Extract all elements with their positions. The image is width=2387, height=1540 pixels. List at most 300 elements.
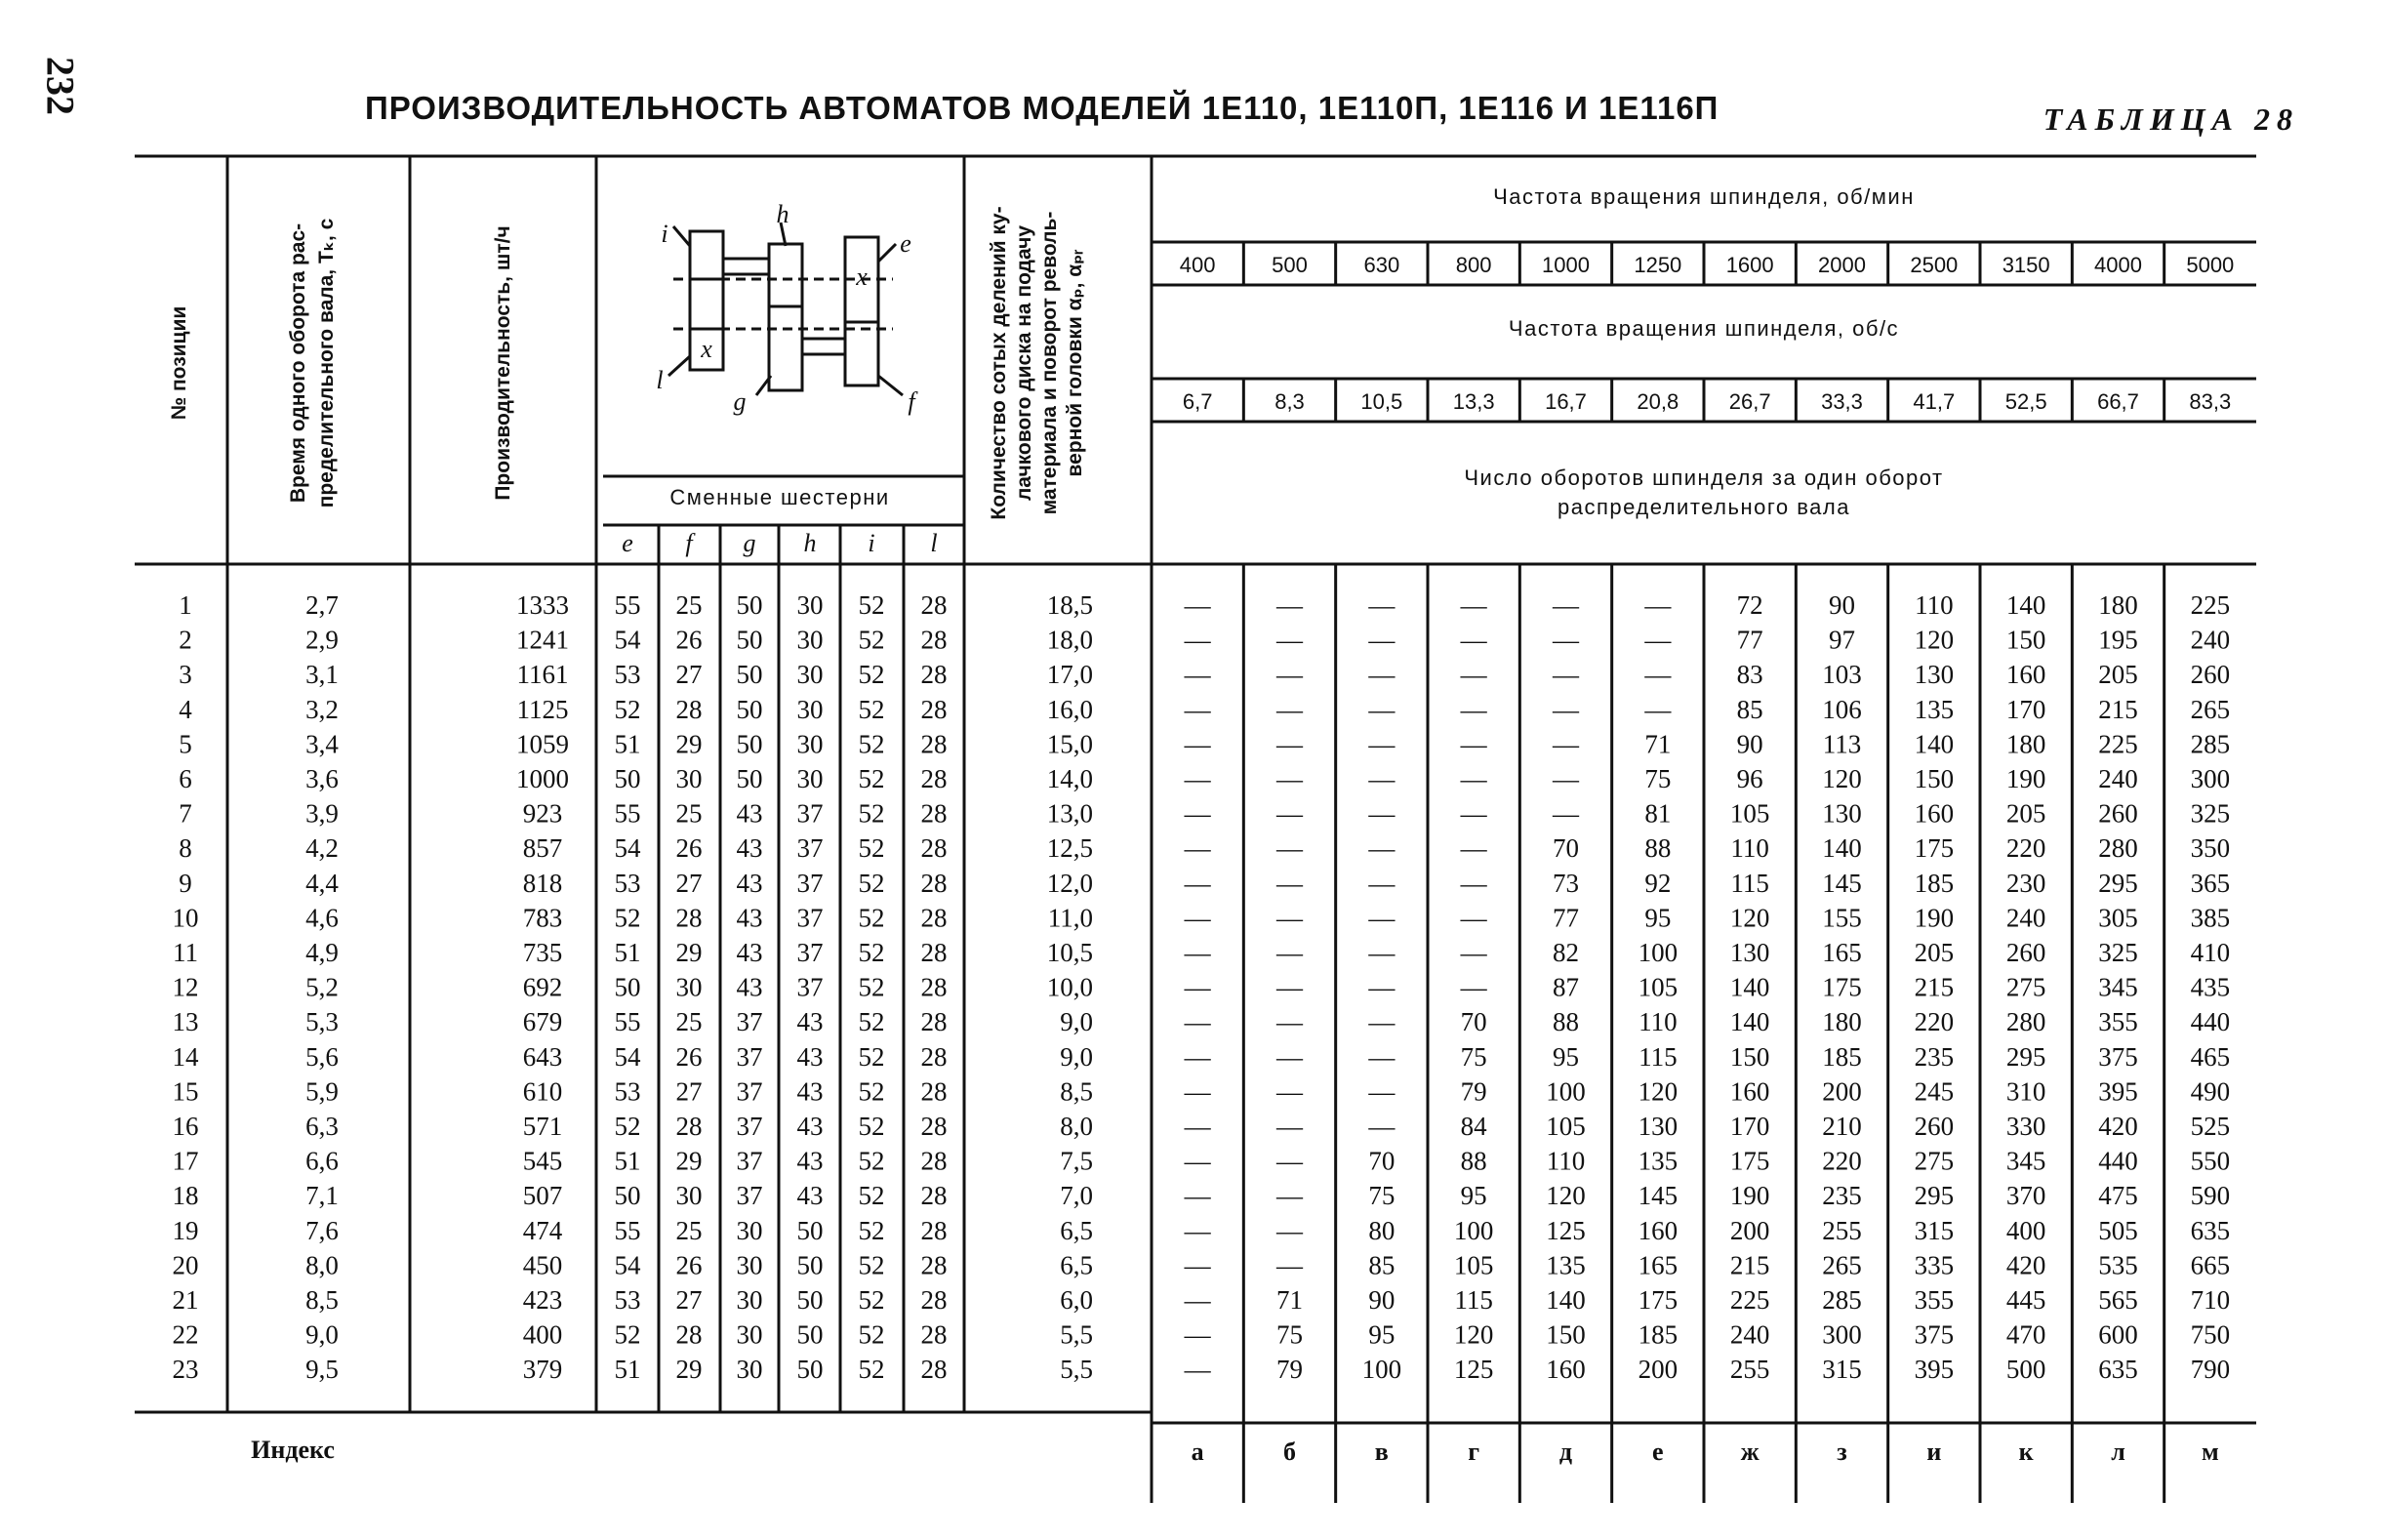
diagram-label-4: l xyxy=(656,366,664,394)
spindle-revs: 97 xyxy=(1829,625,1855,655)
spindle-revs: 150 xyxy=(1729,1041,1770,1072)
gear-l: 28 xyxy=(920,694,948,724)
header-gear-e: e xyxy=(622,529,633,557)
gear-f: 25 xyxy=(675,1215,703,1245)
spindle-revs: — xyxy=(1460,903,1487,933)
gear-e: 55 xyxy=(614,1007,641,1037)
cam-divisions: 14,0 xyxy=(1046,764,1093,793)
spindle-revs: 635 xyxy=(2190,1215,2231,1245)
gear-pair-middle xyxy=(769,244,802,390)
diagram-label-6: f xyxy=(908,387,915,416)
spindle-revs: 95 xyxy=(1644,903,1672,933)
diagram-label-3: e xyxy=(900,229,911,258)
cycle-time: 9,5 xyxy=(305,1355,339,1385)
spindle-revs: 79 xyxy=(1460,1076,1487,1107)
spindle-revs: 120 xyxy=(1822,764,1862,793)
spindle-revs: — xyxy=(1368,1112,1396,1141)
spindle-revs: — xyxy=(1460,764,1487,793)
spindle-revs: 81 xyxy=(1644,798,1672,829)
spindle-revs: — xyxy=(1184,625,1211,655)
spindle-revs: 525 xyxy=(2190,1112,2231,1141)
spindle-revs: 77 xyxy=(1736,625,1763,655)
gear-e: 54 xyxy=(614,625,641,655)
spindle-revs: 280 xyxy=(2005,1007,2046,1037)
spindle-revs: — xyxy=(1368,590,1396,620)
spindle-revs: 325 xyxy=(2190,798,2231,829)
spindle-revs: 140 xyxy=(1729,972,1770,1002)
gear-g: 30 xyxy=(736,1215,763,1245)
spindle-revs: 96 xyxy=(1736,764,1763,793)
cycle-time: 4,6 xyxy=(305,903,339,933)
spindle-revs: 420 xyxy=(2098,1112,2138,1141)
spindle-revs: 150 xyxy=(1914,764,1955,793)
gear-h: 50 xyxy=(796,1355,824,1385)
spindle-revs: 165 xyxy=(1638,1250,1679,1280)
spindle-revs: 335 xyxy=(1914,1250,1955,1280)
index-value: ж xyxy=(1740,1438,1760,1466)
gear-i: 52 xyxy=(858,1181,885,1211)
spindle-revs: 75 xyxy=(1460,1041,1487,1072)
table-row xyxy=(173,938,2230,967)
gear-l: 28 xyxy=(920,590,948,620)
gear-f: 28 xyxy=(675,694,703,724)
table-row xyxy=(179,626,2230,655)
gear-g: 43 xyxy=(736,972,763,1002)
gear-l: 28 xyxy=(920,1319,948,1350)
spindle-revs: — xyxy=(1368,798,1396,829)
spindle-revs: 115 xyxy=(1639,1041,1678,1072)
spindle-revs: 475 xyxy=(2098,1181,2138,1211)
index-value: в xyxy=(1374,1438,1389,1466)
spindle-revs: 565 xyxy=(2098,1285,2138,1315)
gear-h: 43 xyxy=(796,1007,824,1037)
gear-e: 50 xyxy=(614,764,641,793)
spindle-revs: 190 xyxy=(2005,764,2046,793)
gear-e: 53 xyxy=(614,1285,641,1315)
spindle-revs: 110 xyxy=(1730,833,1769,864)
spindle-revs: — xyxy=(1368,1041,1396,1072)
spindle-revs: — xyxy=(1276,1215,1303,1245)
spindle-revs: 330 xyxy=(2005,1112,2046,1141)
spindle-revs: — xyxy=(1276,868,1303,898)
spindle-revs: 280 xyxy=(2098,833,2138,864)
rpm-value: 5000 xyxy=(2186,253,2235,277)
spindle-revs: — xyxy=(1276,1076,1303,1107)
gear-f: 28 xyxy=(675,1319,703,1350)
gear-g: 50 xyxy=(736,764,763,793)
index-value: е xyxy=(1652,1438,1664,1466)
spindle-revs: 145 xyxy=(1638,1181,1679,1211)
position-number: 20 xyxy=(172,1250,199,1280)
spindle-revs: 255 xyxy=(1822,1215,1862,1245)
spindle-revs: 260 xyxy=(2098,798,2138,829)
leader-line xyxy=(878,376,903,395)
spindle-revs: — xyxy=(1460,798,1487,829)
gear-h: 30 xyxy=(796,660,824,690)
spindle-revs: — xyxy=(1184,1146,1211,1176)
gear-pair-right xyxy=(845,237,878,385)
productivity: 818 xyxy=(522,868,563,898)
spindle-revs: 370 xyxy=(2005,1181,2046,1211)
spindle-revs: 310 xyxy=(2005,1076,2046,1107)
spindle-revs: 260 xyxy=(2190,660,2231,690)
table-label: ТАБЛИЦА 28 xyxy=(2043,101,2299,137)
diagram-label-1: i xyxy=(661,220,668,248)
spindle-revs: 710 xyxy=(2190,1285,2231,1315)
index-value: и xyxy=(1926,1438,1942,1466)
cam-divisions: 13,0 xyxy=(1046,798,1093,829)
table-row xyxy=(173,1112,2231,1141)
spindle-revs: 82 xyxy=(1553,938,1579,967)
spindle-revs: 385 xyxy=(2190,903,2231,933)
spindle-revs: — xyxy=(1460,590,1487,620)
spindle-revs: 220 xyxy=(1822,1146,1862,1176)
header-gear-i: i xyxy=(868,529,875,557)
spindle-revs: 165 xyxy=(1822,938,1862,967)
spindle-revs: 100 xyxy=(1453,1215,1494,1245)
position-number: 10 xyxy=(172,903,199,933)
productivity: 692 xyxy=(522,972,563,1002)
cam-divisions: 5,5 xyxy=(1060,1355,1093,1385)
productivity: 679 xyxy=(522,1007,563,1037)
gear-f: 29 xyxy=(675,1146,703,1176)
spindle-revs: 220 xyxy=(2005,833,2046,864)
position-number: 8 xyxy=(179,833,192,864)
spindle-revs: — xyxy=(1184,938,1211,967)
spindle-revs: — xyxy=(1368,660,1396,690)
spindle-revs: 170 xyxy=(1729,1112,1770,1141)
spindle-revs: — xyxy=(1276,1112,1303,1141)
spindle-revs: 70 xyxy=(1460,1007,1487,1037)
spindle-revs: 160 xyxy=(1914,798,1955,829)
spindle-revs: — xyxy=(1368,903,1396,933)
gear-f: 26 xyxy=(675,1250,703,1280)
cam-divisions: 7,5 xyxy=(1060,1146,1093,1176)
spindle-revs: — xyxy=(1368,833,1396,864)
spindle-revs: — xyxy=(1368,625,1396,655)
cycle-time: 3,1 xyxy=(305,660,339,690)
spindle-revs: — xyxy=(1184,1250,1211,1280)
spindle-revs: 225 xyxy=(2098,729,2138,759)
spindle-revs: 120 xyxy=(1453,1319,1494,1350)
index-value: б xyxy=(1283,1438,1296,1466)
gear-g: 37 xyxy=(736,1041,763,1072)
gear-f: 29 xyxy=(675,938,703,967)
gear-i: 52 xyxy=(858,1112,885,1141)
spindle-revs: 400 xyxy=(2005,1215,2046,1245)
spindle-revs: 185 xyxy=(1914,868,1955,898)
spindle-revs: 230 xyxy=(2005,868,2046,898)
spindle-revs: 130 xyxy=(1822,798,1862,829)
gear-g: 50 xyxy=(736,694,763,724)
cam-divisions: 17,0 xyxy=(1046,660,1093,690)
spindle-revs: 325 xyxy=(2098,938,2138,967)
spindle-revs: 215 xyxy=(2098,694,2138,724)
spindle-revs: 215 xyxy=(1729,1250,1770,1280)
spindle-revs: 80 xyxy=(1368,1215,1396,1245)
gear-i: 52 xyxy=(858,1285,885,1315)
spindle-revs: 420 xyxy=(2005,1250,2046,1280)
spindle-revs: 115 xyxy=(1454,1285,1493,1315)
spindle-revs: 100 xyxy=(1546,1076,1586,1107)
gear-l: 28 xyxy=(920,1076,948,1107)
spindle-revs: 490 xyxy=(2190,1076,2231,1107)
gear-g: 43 xyxy=(736,798,763,829)
gear-l: 28 xyxy=(920,1112,948,1141)
gear-g: 37 xyxy=(736,1076,763,1107)
gear-i: 52 xyxy=(858,660,885,690)
table-row xyxy=(173,973,2231,1002)
spindle-revs: — xyxy=(1460,972,1487,1002)
spindle-revs: — xyxy=(1184,1215,1211,1245)
header-cam-divisions: материала и поворот револь- xyxy=(1038,211,1061,515)
spindle-revs: 175 xyxy=(1638,1285,1679,1315)
diagram-label-5: g xyxy=(733,387,747,416)
gear-f: 28 xyxy=(675,1112,703,1141)
spindle-revs: 175 xyxy=(1729,1146,1770,1176)
spindle-revs: — xyxy=(1276,1041,1303,1072)
table-row xyxy=(173,1042,2231,1072)
table-row xyxy=(179,590,2230,620)
spindle-revs: 285 xyxy=(1822,1285,1862,1315)
gear-f: 28 xyxy=(675,903,703,933)
spindle-revs: 130 xyxy=(1729,938,1770,967)
cycle-time: 6,3 xyxy=(305,1112,339,1141)
spindle-revs: 180 xyxy=(1822,1007,1862,1037)
cam-divisions: 18,5 xyxy=(1046,590,1093,620)
spindle-revs: — xyxy=(1553,798,1579,829)
spindle-revs: — xyxy=(1184,868,1211,898)
spindle-revs: 235 xyxy=(1822,1181,1862,1211)
gear-h: 43 xyxy=(796,1112,824,1141)
spindle-revs: — xyxy=(1184,1112,1211,1141)
cycle-time: 6,6 xyxy=(305,1146,339,1176)
spindle-revs: 465 xyxy=(2190,1041,2231,1072)
spindle-revs: — xyxy=(1368,1007,1396,1037)
gear-h: 30 xyxy=(796,590,824,620)
gear-e: 50 xyxy=(614,972,641,1002)
spindle-revs: — xyxy=(1368,729,1396,759)
cycle-time: 7,1 xyxy=(305,1181,339,1211)
spindle-revs: 190 xyxy=(1914,903,1955,933)
spindle-revs: 355 xyxy=(2098,1007,2138,1037)
spindle-revs: 265 xyxy=(1822,1250,1862,1280)
spindle-revs: 220 xyxy=(1914,1007,1955,1037)
spindle-revs: 140 xyxy=(2005,590,2046,620)
productivity: 1333 xyxy=(516,590,569,620)
spindle-revs: 95 xyxy=(1553,1041,1579,1072)
rps-value: 26,7 xyxy=(1728,389,1771,414)
spindle-revs: 110 xyxy=(1546,1146,1586,1176)
position-number: 11 xyxy=(173,938,198,967)
spindle-revs: 100 xyxy=(1638,938,1679,967)
spindle-revs: 345 xyxy=(2098,972,2138,1002)
spindle-revs: — xyxy=(1276,798,1303,829)
spindle-revs: 140 xyxy=(1546,1285,1586,1315)
spindle-revs: 72 xyxy=(1736,590,1763,620)
spindle-revs: — xyxy=(1460,694,1487,724)
cycle-time: 8,5 xyxy=(305,1285,339,1315)
spindle-revs: 240 xyxy=(2190,625,2231,655)
cam-divisions: 8,5 xyxy=(1060,1076,1093,1107)
gear-i: 52 xyxy=(858,833,885,864)
spindle-revs: 345 xyxy=(2005,1146,2046,1176)
gear-l: 28 xyxy=(920,729,948,759)
spindle-revs: — xyxy=(1460,938,1487,967)
gear-l: 28 xyxy=(920,1007,948,1037)
cycle-time: 5,3 xyxy=(305,1007,339,1037)
gear-i: 52 xyxy=(858,868,885,898)
spindle-revs: — xyxy=(1276,938,1303,967)
rps-value: 20,8 xyxy=(1637,389,1679,414)
spindle-revs: 83 xyxy=(1736,660,1763,690)
index-label: Индекс xyxy=(251,1436,335,1464)
table-row xyxy=(179,695,2230,724)
header-gear-h: h xyxy=(803,529,817,557)
gear-e: 55 xyxy=(614,798,641,829)
spindle-revs: — xyxy=(1460,729,1487,759)
spindle-revs: 245 xyxy=(1914,1076,1955,1107)
rps-value: 66,7 xyxy=(2097,389,2139,414)
gear-f: 25 xyxy=(675,1007,703,1037)
gear-h: 37 xyxy=(796,868,824,898)
index-value: к xyxy=(2018,1438,2034,1466)
leader-line xyxy=(878,244,896,262)
spindle-revs: — xyxy=(1553,660,1579,690)
spindle-revs: — xyxy=(1644,625,1672,655)
gear-h: 37 xyxy=(796,798,824,829)
spindle-revs: 200 xyxy=(1729,1215,1770,1245)
spindle-revs: 135 xyxy=(1914,694,1955,724)
gear-l: 28 xyxy=(920,1181,948,1211)
header-productivity: Производительность, шт/ч xyxy=(492,225,514,501)
spindle-revs: 95 xyxy=(1460,1181,1487,1211)
spindle-revs: 185 xyxy=(1822,1041,1862,1072)
gear-e: 52 xyxy=(614,1319,641,1350)
spindle-revs: 225 xyxy=(1729,1285,1770,1315)
spindle-revs: 135 xyxy=(1546,1250,1586,1280)
gear-l: 28 xyxy=(920,1355,948,1385)
rps-value: 83,3 xyxy=(2189,389,2232,414)
cam-divisions: 5,5 xyxy=(1060,1319,1093,1350)
spindle-revs: 445 xyxy=(2005,1285,2046,1315)
spindle-revs: — xyxy=(1276,590,1303,620)
spindle-revs: 150 xyxy=(1546,1319,1586,1350)
spindle-revs: 295 xyxy=(1914,1181,1955,1211)
table-row xyxy=(173,1250,2231,1279)
cam-divisions: 6,5 xyxy=(1060,1250,1093,1280)
spindle-revs: 71 xyxy=(1276,1285,1303,1315)
header-cam-divisions: лачкового диска на подачу xyxy=(1013,224,1035,502)
spindle-revs: 305 xyxy=(2098,903,2138,933)
spindle-revs: 75 xyxy=(1368,1181,1396,1211)
spindle-revs: 88 xyxy=(1460,1146,1487,1176)
gear-h: 30 xyxy=(796,694,824,724)
spindle-revs: 88 xyxy=(1553,1007,1579,1037)
gear-i: 52 xyxy=(858,1076,885,1107)
table-row xyxy=(173,1285,2231,1315)
spindle-revs: 505 xyxy=(2098,1215,2138,1245)
spindle-revs: 84 xyxy=(1460,1112,1487,1141)
spindle-revs: 79 xyxy=(1276,1355,1303,1385)
header-spindle-rpm: Частота вращения шпинделя, об/мин xyxy=(1493,184,1915,209)
cycle-time: 3,4 xyxy=(305,729,339,759)
spindle-revs: — xyxy=(1276,1146,1303,1176)
gear-scheme-diagram xyxy=(668,223,903,395)
gear-i: 52 xyxy=(858,625,885,655)
gear-h: 43 xyxy=(796,1076,824,1107)
header-cam-divisions: верной головки αₚ, αₚᵣ xyxy=(1064,249,1086,477)
diagram-label-2: h xyxy=(776,200,789,228)
spindle-revs: 665 xyxy=(2190,1250,2231,1280)
header-cycle-time: Время одного оборота рас- xyxy=(287,223,309,504)
header-gear-g: g xyxy=(743,529,756,557)
spindle-revs: 215 xyxy=(1914,972,1955,1002)
spindle-revs: 120 xyxy=(1914,625,1955,655)
table-row xyxy=(173,1355,2231,1384)
spindle-revs: 470 xyxy=(2005,1319,2046,1350)
position-number: 18 xyxy=(172,1181,199,1211)
gear-f: 29 xyxy=(675,1355,703,1385)
productivity: 379 xyxy=(522,1355,563,1385)
cam-divisions: 16,0 xyxy=(1046,694,1093,724)
spindle-revs: 160 xyxy=(1638,1215,1679,1245)
spindle-revs: 103 xyxy=(1822,660,1862,690)
gear-e: 52 xyxy=(614,903,641,933)
spindle-revs: 105 xyxy=(1638,972,1679,1002)
spindle-revs: 115 xyxy=(1730,868,1769,898)
gear-i: 52 xyxy=(858,764,885,793)
productivity: 923 xyxy=(522,798,563,829)
gear-g: 37 xyxy=(736,1007,763,1037)
spindle-revs: 125 xyxy=(1546,1215,1586,1245)
productivity: 474 xyxy=(522,1215,563,1245)
gear-h: 37 xyxy=(796,833,824,864)
gear-f: 27 xyxy=(675,1076,703,1107)
spindle-revs: 315 xyxy=(1822,1355,1862,1385)
spindle-revs: 300 xyxy=(1822,1319,1862,1350)
rpm-value: 800 xyxy=(1455,253,1492,277)
gear-h: 43 xyxy=(796,1041,824,1072)
diagram-label-7: x xyxy=(701,335,712,363)
spindle-revs: 195 xyxy=(2098,625,2138,655)
productivity: 423 xyxy=(522,1285,563,1315)
gear-e: 51 xyxy=(614,1355,641,1385)
productivity: 1125 xyxy=(516,694,569,724)
rpm-value: 630 xyxy=(1363,253,1400,277)
position-number: 2 xyxy=(179,625,192,655)
gear-i: 52 xyxy=(858,694,885,724)
spindle-revs: — xyxy=(1184,972,1211,1002)
gear-g: 43 xyxy=(736,938,763,967)
spindle-revs: 410 xyxy=(2190,938,2231,967)
gear-i: 52 xyxy=(858,938,885,967)
cycle-time: 3,6 xyxy=(305,764,339,793)
spindle-revs: — xyxy=(1276,660,1303,690)
index-value: д xyxy=(1558,1438,1573,1466)
spindle-revs: 90 xyxy=(1736,729,1763,759)
table-row xyxy=(173,1147,2231,1176)
productivity: 507 xyxy=(522,1181,563,1211)
spindle-revs: 180 xyxy=(2005,729,2046,759)
position-number: 5 xyxy=(179,729,192,759)
table-row xyxy=(173,1216,2231,1245)
index-value: м xyxy=(2201,1438,2219,1466)
productivity: 571 xyxy=(522,1112,563,1141)
spindle-revs: — xyxy=(1368,764,1396,793)
spindle-revs: 120 xyxy=(1729,903,1770,933)
spindle-revs: — xyxy=(1184,903,1211,933)
